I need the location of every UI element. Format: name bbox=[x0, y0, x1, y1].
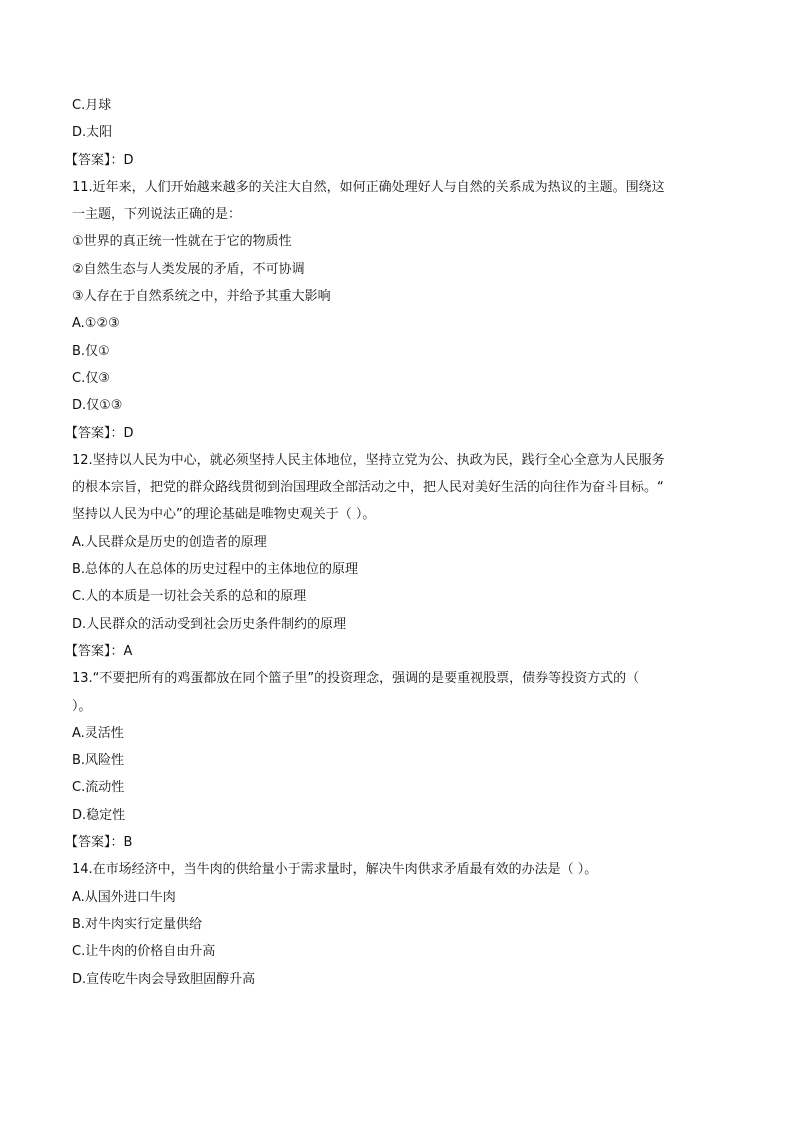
option-c: C.让牛肉的价格自由升高 bbox=[72, 944, 216, 960]
question-text-line: 13.“不要把所有的鸡蛋都放在同个篮子里”的投资理念，强调的是要重视股票，债券等投资方式的（ bbox=[72, 671, 640, 687]
answer-label: 【答案】：B bbox=[65, 835, 133, 851]
option-c: C.流动性 bbox=[72, 780, 125, 796]
option-b: B.仅① bbox=[72, 343, 110, 359]
option-d: D.宣传吃牛肉会导致胆固醇升高 bbox=[72, 971, 256, 987]
option-d: D.稳定性 bbox=[72, 807, 126, 823]
answer-label: 【答案】：D bbox=[65, 152, 134, 168]
question-text-line: 坚持以人民为中心”的理论基础是唯物史观关于（ ）。 bbox=[72, 507, 376, 523]
option-c: C.仅③ bbox=[72, 370, 110, 386]
option-a: A.人民群众是历史的创造者的原理 bbox=[72, 534, 267, 550]
option-a: A.从国外进口牛肉 bbox=[72, 889, 176, 905]
prev-question-block bbox=[65, 92, 714, 174]
statement-3: ③人存在于自然系统之中，并给予其重大影响 bbox=[72, 289, 331, 305]
option-c: C.月球 bbox=[72, 98, 112, 113]
question-text-line: 11.近年来，人们开始越来越多的关注大自然，如何正确处理好人与自然的关系成为热议的主题。围绕这 bbox=[72, 179, 665, 195]
answer-label: 【答案】：A bbox=[65, 643, 133, 659]
option-a: A.灵活性 bbox=[72, 725, 124, 741]
question-text-line: 的根本宗旨，把党的群众路线贯彻到治国理政全部活动之中，把人民对美好生活的向往作为奋斗目标。“ bbox=[72, 480, 664, 496]
statement-2: ②自然生态与人类发展的矛盾，不可协调 bbox=[72, 261, 305, 277]
question-12 bbox=[65, 447, 714, 665]
option-b: B.风险性 bbox=[72, 753, 125, 769]
question-11 bbox=[65, 174, 714, 447]
question-14 bbox=[72, 856, 714, 992]
question-text-line: 一主题，下列说法正确的是： bbox=[72, 207, 242, 223]
statement-1: ①世界的真正统一性就在于它的物质性 bbox=[72, 234, 292, 250]
question-text-line: 12.坚持以人民为中心，就必须坚持人民主体地位，坚持立党为公、执政为民，践行全心全意为人民服务 bbox=[72, 452, 665, 468]
question-13 bbox=[65, 665, 714, 856]
option-d: D.仅①③ bbox=[72, 398, 123, 414]
option-a: A.①②③ bbox=[72, 316, 120, 332]
option-d: D.人民群众的活动受到社会历史条件制约的原理 bbox=[72, 616, 347, 632]
option-b: B.总体的人在总体的历史过程中的主体地位的原理 bbox=[72, 562, 359, 578]
answer-label: 【答案】：D bbox=[65, 425, 134, 441]
option-b: B.对牛肉实行定量供给 bbox=[72, 916, 203, 932]
question-text-line: 14.在市场经济中，当牛肉的供给量小于需求量时，解决牛肉供求矛盾最有效的办法是（ ）。 bbox=[72, 862, 598, 878]
option-c: C.人的本质是一切社会关系的总和的原理 bbox=[72, 589, 307, 605]
question-text-line: ）。 bbox=[72, 698, 92, 714]
option-d: D.太阳 bbox=[72, 125, 113, 141]
